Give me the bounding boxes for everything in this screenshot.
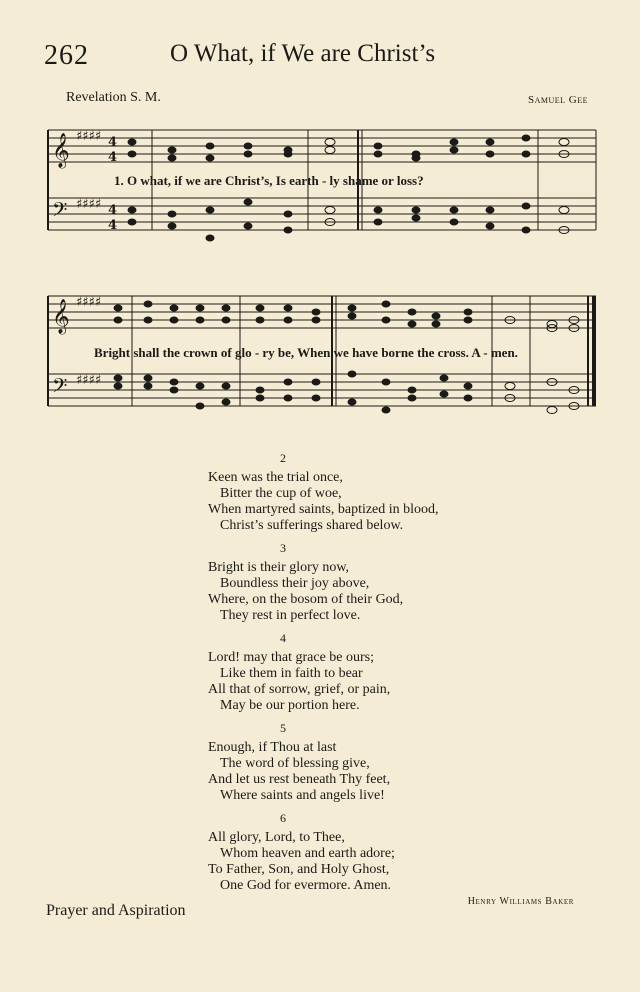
stanza-6 — [208, 810, 508, 894]
stanza-line: Boundless their joy above, — [220, 576, 370, 591]
stanza-line: They rest in perfect love. — [220, 608, 361, 623]
stanza-line: And let us rest beneath Thy feet, — [208, 772, 391, 787]
stanza-line: All glory, Lord, to Thee, — [208, 830, 345, 845]
stanza-5 — [208, 720, 508, 804]
stanza-line: The word of blessing give, — [220, 756, 370, 771]
stanza-line: Lord! may that grace be ours; — [208, 650, 374, 665]
stanza-number: 5 — [280, 721, 286, 735]
stanza-line: May be our portion here. — [220, 698, 360, 713]
stanza-line: Keen was the trial once, — [208, 470, 343, 485]
stanza-line: Bitter the cup of woe, — [220, 486, 342, 501]
tune-meter: Revelation S. M. — [66, 90, 161, 105]
svg-text:♯♯♯♯: ♯♯♯♯ — [76, 373, 102, 388]
svg-text:𝄞: 𝄞 — [52, 299, 70, 334]
stanza-line: All that of sorrow, grief, or pain, — [208, 682, 391, 697]
stanza-number: 3 — [280, 541, 286, 555]
stanza-line: When martyred saints, baptized in blood, — [208, 502, 439, 517]
stanza-line: Like them in faith to bear — [220, 666, 363, 681]
stanza-line: Whom heaven and earth adore; — [220, 846, 395, 861]
svg-text:4: 4 — [108, 135, 118, 150]
stanza-line: Where, on the bosom of their God, — [208, 592, 404, 607]
svg-text:𝄢: 𝄢 — [52, 198, 68, 226]
lyrics-system-1: 1. O what, if we are Christ’s, Is earth - ly shame or loss? — [114, 173, 424, 188]
stanza-line: Where saints and angels live! — [220, 788, 385, 803]
section-heading: Prayer and Aspiration — [46, 902, 186, 919]
lyrics-system-2: Bright shall the crown of glo - ry be, When we have borne the cross. A - men. — [94, 345, 518, 360]
stanza-2 — [208, 450, 508, 534]
stanza-line: Enough, if Thou at last — [208, 740, 337, 755]
svg-text:4: 4 — [108, 150, 118, 165]
svg-text:4: 4 — [108, 218, 118, 233]
svg-text:4: 4 — [108, 203, 118, 218]
stanza-number: 6 — [280, 811, 286, 825]
clefs-and-keys — [52, 129, 117, 233]
svg-text:𝄞: 𝄞 — [52, 133, 70, 168]
hymn-title: O What, if We are Christ’s — [170, 40, 436, 67]
composer-credit: Samuel Gee — [527, 94, 588, 106]
stanza-line: Bright is their glory now, — [208, 560, 350, 575]
stanza-number: 4 — [280, 631, 286, 645]
author-credit: Henry Williams Baker — [467, 896, 574, 907]
stanza-4 — [208, 630, 508, 714]
svg-text:𝄢: 𝄢 — [52, 374, 68, 402]
stanza-line: One God for evermore. Amen. — [220, 878, 392, 893]
svg-text:♯♯♯♯: ♯♯♯♯ — [76, 129, 102, 144]
svg-text:♯♯♯♯: ♯♯♯♯ — [76, 295, 102, 310]
hymn-number: 262 — [44, 40, 89, 71]
stanza-line: Christ’s sufferings shared below. — [220, 518, 404, 533]
stanza-number: 2 — [280, 451, 286, 465]
svg-text:♯♯♯♯: ♯♯♯♯ — [76, 197, 102, 212]
stanza-line: To Father, Son, and Holy Ghost, — [208, 862, 390, 877]
stanza-3 — [208, 540, 508, 624]
